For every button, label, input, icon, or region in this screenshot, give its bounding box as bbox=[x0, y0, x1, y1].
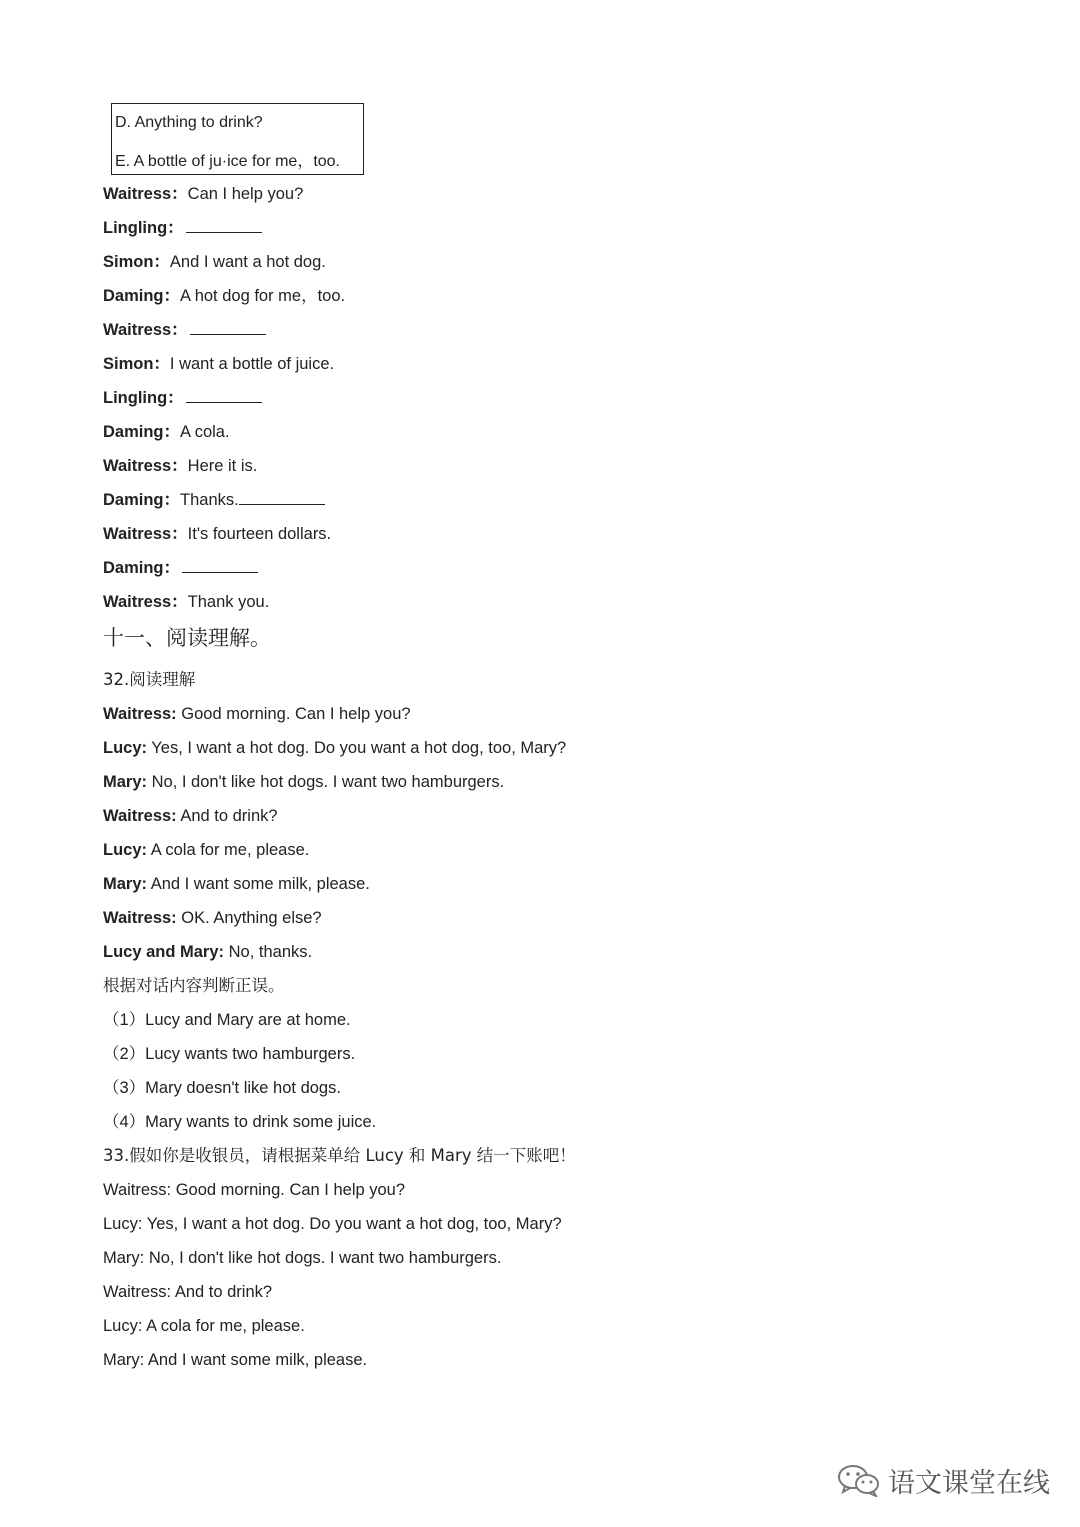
line-text: And to drink? bbox=[176, 807, 278, 825]
speaker: Waitress： bbox=[103, 457, 188, 475]
line-text: OK. Anything else? bbox=[176, 909, 322, 927]
speaker: Lingling： bbox=[103, 219, 184, 237]
dialog1-line bbox=[103, 183, 303, 205]
q32-dialog-line bbox=[103, 873, 370, 895]
dialog1-line bbox=[103, 489, 325, 511]
line-text: It's fourteen dollars. bbox=[187, 525, 332, 543]
dialog1-line bbox=[103, 591, 269, 613]
speaker: Lucy and Mary: bbox=[103, 943, 225, 961]
line-text: And I want a hot dog. bbox=[169, 253, 326, 271]
wechat-icon bbox=[836, 1463, 882, 1497]
line-text: I want a bottle of juice. bbox=[169, 355, 335, 373]
dialog1-line bbox=[103, 217, 262, 239]
dialog1-line bbox=[103, 523, 331, 545]
q32-dialog-line bbox=[103, 805, 278, 827]
q33-dialog-line: Mary: And I want some milk, please. bbox=[103, 1351, 368, 1369]
speaker: Waitress： bbox=[103, 593, 188, 611]
dialog1-line bbox=[103, 421, 230, 443]
answer-blank[interactable] bbox=[239, 490, 325, 505]
q32-instruction: 根据对话内容判断正误。 bbox=[103, 976, 285, 995]
line-text: Can I help you? bbox=[187, 185, 304, 203]
line-text: Yes, I want a hot dog. Do you want a hot dog, too, Mary? bbox=[147, 739, 567, 757]
q33-dialog-line: Mary: No, I don't like hot dogs. I want two hamburgers. bbox=[103, 1249, 502, 1267]
speaker: Mary: bbox=[103, 773, 148, 791]
watermark-text: 语文课堂在线 bbox=[888, 1467, 1050, 1499]
line-text: Thanks. bbox=[180, 491, 239, 509]
q32-dialog-line bbox=[103, 703, 411, 725]
speaker: Lucy: bbox=[103, 841, 148, 859]
speaker: Simon： bbox=[103, 355, 170, 373]
speaker: Waitress: bbox=[103, 807, 177, 825]
q32-dialog-line bbox=[103, 907, 322, 929]
speaker: Waitress: bbox=[103, 705, 177, 723]
answer-blank[interactable] bbox=[190, 320, 266, 335]
q33-dialog-line: Lucy: Yes, I want a hot dog. Do you want a hot dog, too, Mary? bbox=[103, 1215, 562, 1233]
option-d: D. Anything to drink? bbox=[115, 114, 263, 131]
line-text: No, I don't like hot dogs. I want two hamburgers. bbox=[147, 773, 505, 791]
speaker: Waitress： bbox=[103, 525, 188, 543]
dialog1-line bbox=[103, 557, 258, 579]
line-text: Here it is. bbox=[187, 457, 258, 475]
dialog1-line bbox=[103, 387, 262, 409]
watermark bbox=[836, 1460, 1050, 1500]
speaker: Waitress： bbox=[103, 321, 188, 339]
line-text: And I want some milk, please. bbox=[147, 875, 370, 893]
answer-blank[interactable] bbox=[186, 218, 262, 233]
line-text: Good morning. Can I help you? bbox=[176, 705, 411, 723]
true-false-statement: （4）Mary wants to drink some juice. bbox=[103, 1113, 377, 1131]
speaker: Daming： bbox=[103, 423, 181, 441]
q32-dialog-line bbox=[103, 839, 309, 861]
line-text: A hot dog for me，too. bbox=[180, 287, 346, 305]
speaker: Daming： bbox=[103, 287, 181, 305]
q33-dialog-line: Lucy: A cola for me, please. bbox=[103, 1317, 305, 1335]
speaker: Daming： bbox=[103, 491, 181, 509]
speaker: Lucy: bbox=[103, 739, 148, 757]
dialog1-line bbox=[103, 353, 334, 375]
question-33-heading: 33.假如你是收银员，请根据菜单给 Lucy 和 Mary 结一下账吧！ bbox=[103, 1146, 576, 1165]
option-e: E. A bottle of ju·ice for me，too. bbox=[115, 153, 341, 170]
section-title: 十一、阅读理解。 bbox=[103, 626, 271, 650]
speaker: Waitress： bbox=[103, 185, 188, 203]
dialog1-line bbox=[103, 251, 326, 273]
q33-dialog-line: Waitress: And to drink? bbox=[103, 1283, 273, 1301]
q32-dialog-line bbox=[103, 941, 312, 963]
answer-blank[interactable] bbox=[182, 558, 258, 573]
answer-blank[interactable] bbox=[186, 388, 262, 403]
line-text: No, thanks. bbox=[224, 943, 313, 961]
dialog1-line bbox=[103, 455, 257, 477]
q32-dialog-line bbox=[103, 771, 504, 793]
q32-dialog-line bbox=[103, 737, 566, 759]
speaker: Daming： bbox=[103, 559, 181, 577]
q33-dialog-line: Waitress: Good morning. Can I help you? bbox=[103, 1181, 406, 1199]
true-false-statement: （2）Lucy wants two hamburgers. bbox=[103, 1045, 356, 1063]
speaker: Waitress: bbox=[103, 909, 177, 927]
speaker: Simon： bbox=[103, 253, 170, 271]
speaker: Lingling： bbox=[103, 389, 184, 407]
question-32-heading: 32.阅读理解 bbox=[103, 670, 196, 689]
line-text: A cola. bbox=[180, 423, 230, 441]
true-false-statement: （1）Lucy and Mary are at home. bbox=[103, 1011, 351, 1029]
answer-options-box bbox=[111, 103, 364, 175]
true-false-statement: （3）Mary doesn't like hot dogs. bbox=[103, 1079, 341, 1097]
dialog1-line bbox=[103, 319, 266, 341]
line-text: Thank you. bbox=[187, 593, 270, 611]
line-text: A cola for me, please. bbox=[147, 841, 310, 859]
speaker: Mary: bbox=[103, 875, 148, 893]
dialog1-line bbox=[103, 285, 345, 307]
